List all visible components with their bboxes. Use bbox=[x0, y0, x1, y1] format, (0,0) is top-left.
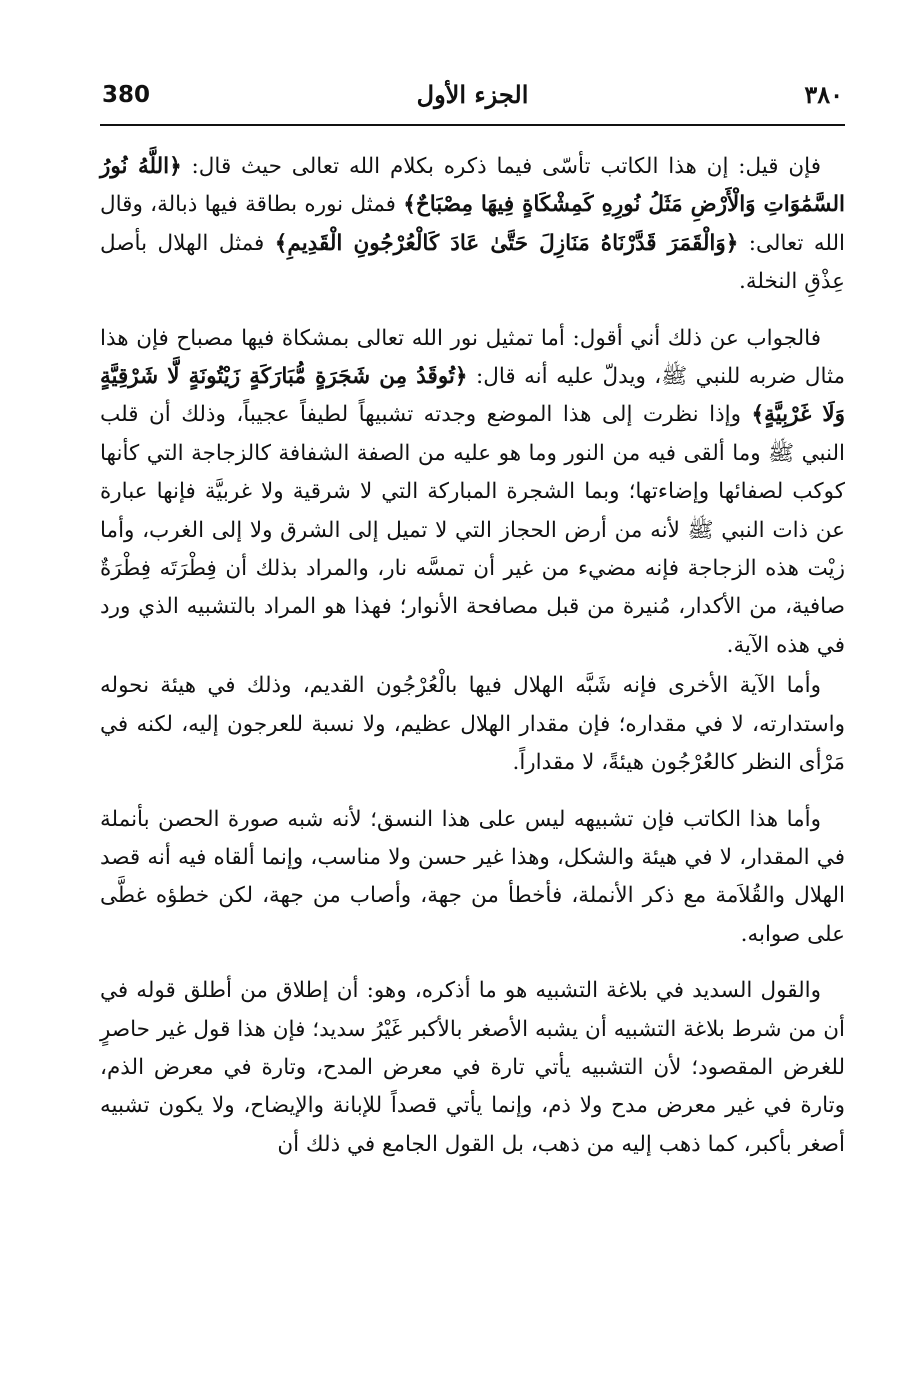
paragraph-spacer bbox=[100, 302, 845, 320]
text-segment: فمثل الهلال بأصل عِذْقِ النخلة. bbox=[100, 230, 845, 295]
page-number-latin: 380 bbox=[102, 82, 151, 108]
paragraph-crescent bbox=[100, 667, 845, 782]
quran-verse: ﴿اللَّهُ نُورُ السَّمَٰوَاتِ وَالْأَرْضِ مَثَلُ نُورِهِ كَمِشْكَاةٍ فِيهَا مِصْبَاحٌ﴾ bbox=[100, 154, 845, 218]
text-segment: فالجواب عن ذلك أني أقول: أما تمثيل نور الله تعالى بمشكاة فيها مصباح فإن هذا مثال ضربه للنبي ﷺ، ويدلّ عليه أنه قال: bbox=[100, 325, 845, 390]
paragraph-spacer bbox=[100, 954, 845, 972]
text-segment: وأما الآية الأخرى فإنه شَبَّه الهلال فيها بالْعُرْجُون القديم، وذلك في هيئة نحوله واستدارته، لا في مقداره؛ فإن مقدار الهلال عظيم، ولا نسبة للعرجون إليه، لكنه في مَرْأى النظر كالعُرْجُون هيئةً، لا مقداراً. bbox=[100, 673, 845, 776]
page-number-arabic: ٣٨٠ bbox=[804, 80, 843, 109]
text-segment: فمثل نوره بطاقة فيها ذبالة، وقال الله تعالى: bbox=[100, 192, 846, 256]
text-segment: وإذا نظرت إلى هذا الموضع وجدته تشبيهاً لطيفاً عجيباً، وذلك أن قلب النبي ﷺ وما ألقى فيه من النور وما هو عليه من الصفة الشفافة كالزجاجة التي كأنها كوكب لصفائها وإضاءتها؛ وبما الشجرة المباركة التي لا شرقية ولا غربيَّة فإنها عبارة عن ذات النبي ﷺ لأنه من أرض الحجاز التي لا تميل إلى الشرق ولا إلى الغرب، وأما زيْت هذه الزجاجة فإنه مضيء من غير أن تمسَّه نار، والمراد بذلك أن فِطْرَتَه فِطْرَةٌ صافية، من الأكدار، مُنيرة من قبل مصافحة الأنوار؛ فهذا هو المراد بالتشبيه الذي ورد في هذه الآية. bbox=[100, 402, 845, 658]
running-title: الجزء الأول bbox=[416, 80, 529, 109]
paragraph-writer bbox=[100, 801, 845, 955]
quran-verse: ﴿وَالْقَمَرَ قَدَّرْنَاهُ مَنَازِلَ حَتَّىٰ عَادَ كَالْعُرْجُونِ الْقَدِيمِ﴾ bbox=[274, 230, 739, 256]
paragraph-answer bbox=[100, 320, 845, 666]
text-segment: والقول السديد في بلاغة التشبيه هو ما أذكره، وهو: أن إطلاق من أطلق قوله في أن من شرط بلاغة التشبيه أن يشبه الأصغر بالأكبر غَيْرُ سديد؛ فإن هذا قول غير حاصرٍ للغرض المقصود؛ لأن التشبيه يأتي تارة في معرض المدح، وتارة في معرض الذم، وتارة في غير معرض مدح ولا ذم، وإنما يأتي قصداً للإبانة والإيضاح، ولا يكون تشبيه أصغر بأكبر، كما ذهب إليه من ذهب، بل القول الجامع في ذلك أن bbox=[100, 978, 845, 1157]
paragraph-conclusion bbox=[100, 972, 845, 1164]
text-segment: فإن قيل: إن هذا الكاتب تأسّى فيما ذكره بكلام الله تعالى حيث قال: bbox=[181, 154, 821, 179]
quran-verse: ﴿تُوقَدُ مِن شَجَرَةٍ مُّبَارَكَةٍ زَيْتُونَةٍ لَّا شَرْقِيَّةٍ وَلَا غَرْبِيَّةٍ﴾ bbox=[100, 364, 845, 428]
text-segment: وأما هذا الكاتب فإن تشبيهه ليس على هذا النسق؛ لأنه شبه صورة الحصن بأنملة في المقدار، لا في هيئة والشكل، وهذا غير حسن ولا مناسب، وإنما ألقاه فيه أنه قصد الهلال والقُلاَمة مع ذكر الأنملة، فأخطأ من جهة، وأصاب من جهة، لكن خطؤه غطَّى على صوابه. bbox=[100, 806, 845, 947]
paragraph-objection bbox=[100, 148, 845, 302]
paragraph-spacer bbox=[100, 783, 845, 801]
page-header bbox=[100, 78, 845, 126]
page-body bbox=[100, 148, 845, 1164]
